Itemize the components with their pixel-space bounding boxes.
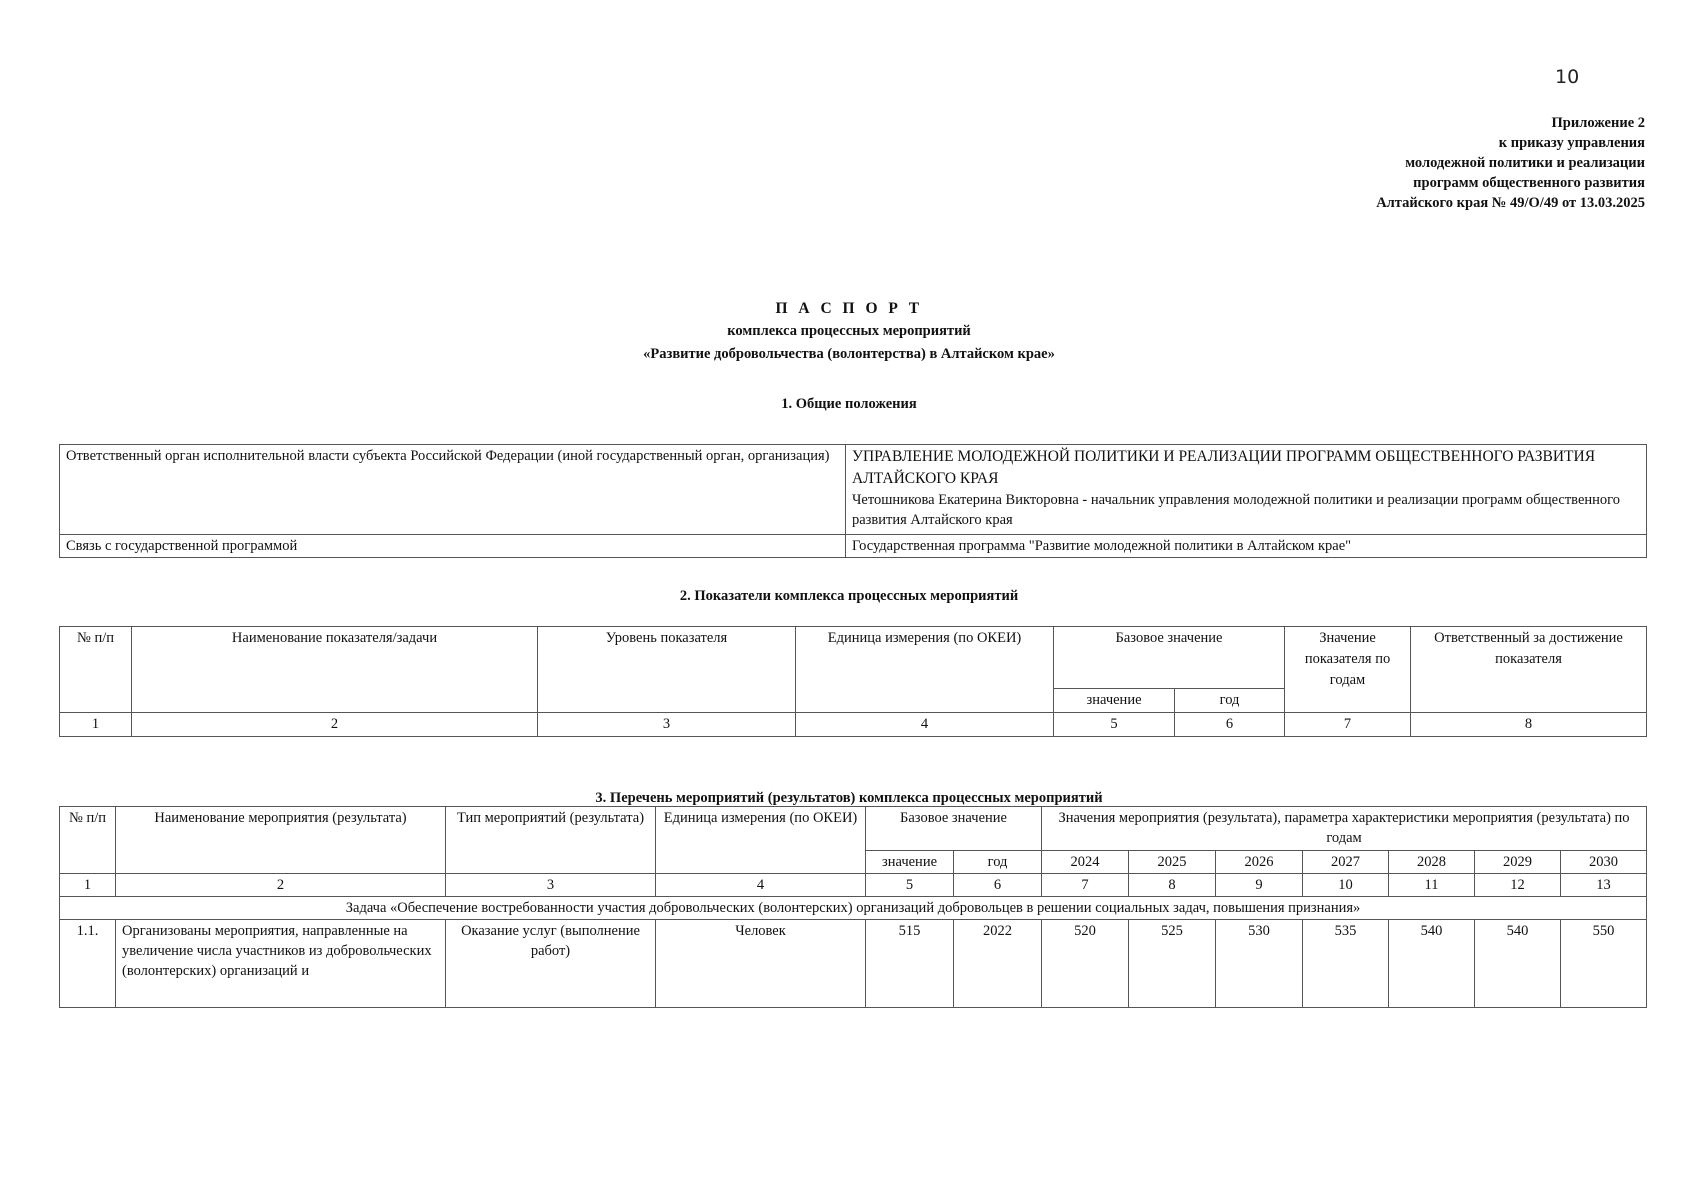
column-number: 2 (116, 874, 446, 897)
header-unit: Единица измерения (по ОКЕИ) (796, 627, 1054, 713)
header-base-value-value: значение (1054, 689, 1175, 713)
page-number: 10 (1555, 66, 1580, 88)
header-year: 2027 (1303, 851, 1389, 874)
general-provisions-table (59, 444, 1647, 558)
column-number: 12 (1475, 874, 1561, 897)
header-num: № п/п (60, 807, 116, 874)
year-value: 535 (1303, 920, 1389, 1008)
column-number: 8 (1129, 874, 1216, 897)
column-numbers-row (60, 874, 1647, 897)
appendix-line: Алтайского края № 49/О/49 от 13.03.2025 (1376, 195, 1645, 211)
activity-name: Организованы мероприятия, направленные на увеличение числа участников из добровольческих (волонтерских) организаций и (116, 920, 446, 1008)
header-year: 2028 (1389, 851, 1475, 874)
program-link-label: Связь с государственной программой (60, 535, 846, 558)
table-row (60, 445, 1647, 535)
year-value: 550 (1561, 920, 1647, 1008)
table-header-row (60, 627, 1647, 689)
column-numbers-row (60, 713, 1647, 737)
base-value: 515 (866, 920, 954, 1008)
header-base-value-value: значение (866, 851, 954, 874)
appendix-line: программ общественного развития (1413, 175, 1645, 191)
indicators-table (59, 626, 1647, 737)
column-number: 2 (132, 713, 538, 737)
column-number: 1 (60, 713, 132, 737)
header-year: 2025 (1129, 851, 1216, 874)
year-value: 540 (1389, 920, 1475, 1008)
responsible-body-value (846, 445, 1647, 535)
column-number: 1 (60, 874, 116, 897)
header-indicator-name: Наименование показателя/задачи (132, 627, 538, 713)
appendix-line: молодежной политики и реализации (1405, 155, 1645, 171)
column-number: 4 (656, 874, 866, 897)
section-1-heading: 1. Общие положения (781, 396, 917, 412)
responsible-org-name: УПРАВЛЕНИЕ МОЛОДЕЖНОЙ ПОЛИТИКИ И РЕАЛИЗАЦИИ ПРОГРАММ ОБЩЕСТВЕННОГО РАЗВИТИЯ АЛТАЙСКОГО КРАЯ (852, 448, 1596, 487)
document-title: П А С П О Р Т (775, 300, 923, 317)
header-year: 2024 (1042, 851, 1129, 874)
header-activity-type: Тип мероприятий (результата) (446, 807, 656, 874)
section-2-heading: 2. Показатели комплекса процессных мероприятий (679, 588, 1019, 604)
header-by-years: Значение показателя по годам (1285, 627, 1411, 713)
responsible-head: Четошникова Екатерина Викторовна - начальник управления молодежной политики и реализации программ общественного развития Алтайского края (852, 492, 1620, 528)
table-row (60, 535, 1647, 558)
program-link-value: Государственная программа "Развитие молодежной политики в Алтайском крае" (846, 535, 1647, 558)
document-subtitle: комплекса процессных мероприятий (727, 323, 971, 339)
column-number: 5 (1054, 713, 1175, 737)
appendix-line: к приказу управления (1498, 135, 1645, 151)
year-value: 520 (1042, 920, 1129, 1008)
section-3-heading: 3. Перечень мероприятий (результатов) комплекса процессных мероприятий (595, 790, 1103, 806)
table-row (60, 920, 1647, 1008)
header-year: 2030 (1561, 851, 1647, 874)
column-number: 5 (866, 874, 954, 897)
task-row (60, 897, 1647, 920)
column-number: 7 (1285, 713, 1411, 737)
table-header-row (60, 807, 1647, 851)
header-activity-name: Наименование мероприятия (результата) (116, 807, 446, 874)
column-number: 11 (1389, 874, 1475, 897)
column-number: 3 (446, 874, 656, 897)
appendix-note (1125, 113, 1645, 213)
header-base-value: Базовое значение (1054, 627, 1285, 689)
header-base-value-year: год (954, 851, 1042, 874)
year-value: 540 (1475, 920, 1561, 1008)
activity-type: Оказание услуг (выполнение работ) (446, 920, 656, 1008)
activity-unit: Человек (656, 920, 866, 1008)
header-year: 2026 (1216, 851, 1303, 874)
column-number: 10 (1303, 874, 1389, 897)
base-year: 2022 (954, 920, 1042, 1008)
year-value: 530 (1216, 920, 1303, 1008)
header-values-by-years: Значения мероприятия (результата), параметра характеристики мероприятия (результата) по годам (1042, 807, 1647, 851)
column-number: 8 (1411, 713, 1647, 737)
header-base-value: Базовое значение (866, 807, 1042, 851)
header-responsible: Ответственный за достижение показателя (1411, 627, 1647, 713)
row-num: 1.1. (60, 920, 116, 1008)
responsible-body-label: Ответственный орган исполнительной власти субъекта Российской Федерации (иной государственный орган, организация) (60, 445, 846, 535)
task-description: Задача «Обеспечение востребованности участия добровольческих (волонтерских) организаций добровольцев в решении социальных задач, повышения признания» (60, 897, 1647, 920)
activities-table (59, 806, 1647, 1008)
header-num: № п/п (60, 627, 132, 713)
column-number: 6 (1175, 713, 1285, 737)
header-year: 2029 (1475, 851, 1561, 874)
column-number: 6 (954, 874, 1042, 897)
year-value: 525 (1129, 920, 1216, 1008)
column-number: 9 (1216, 874, 1303, 897)
column-number: 3 (538, 713, 796, 737)
appendix-line: Приложение 2 (1551, 115, 1645, 131)
column-number: 4 (796, 713, 1054, 737)
document-subtitle-name: «Развитие добровольчества (волонтерства) в Алтайском крае» (643, 346, 1055, 362)
header-level: Уровень показателя (538, 627, 796, 713)
header-base-value-year: год (1175, 689, 1285, 713)
column-number: 7 (1042, 874, 1129, 897)
column-number: 13 (1561, 874, 1647, 897)
header-unit: Единица измерения (по ОКЕИ) (656, 807, 866, 874)
